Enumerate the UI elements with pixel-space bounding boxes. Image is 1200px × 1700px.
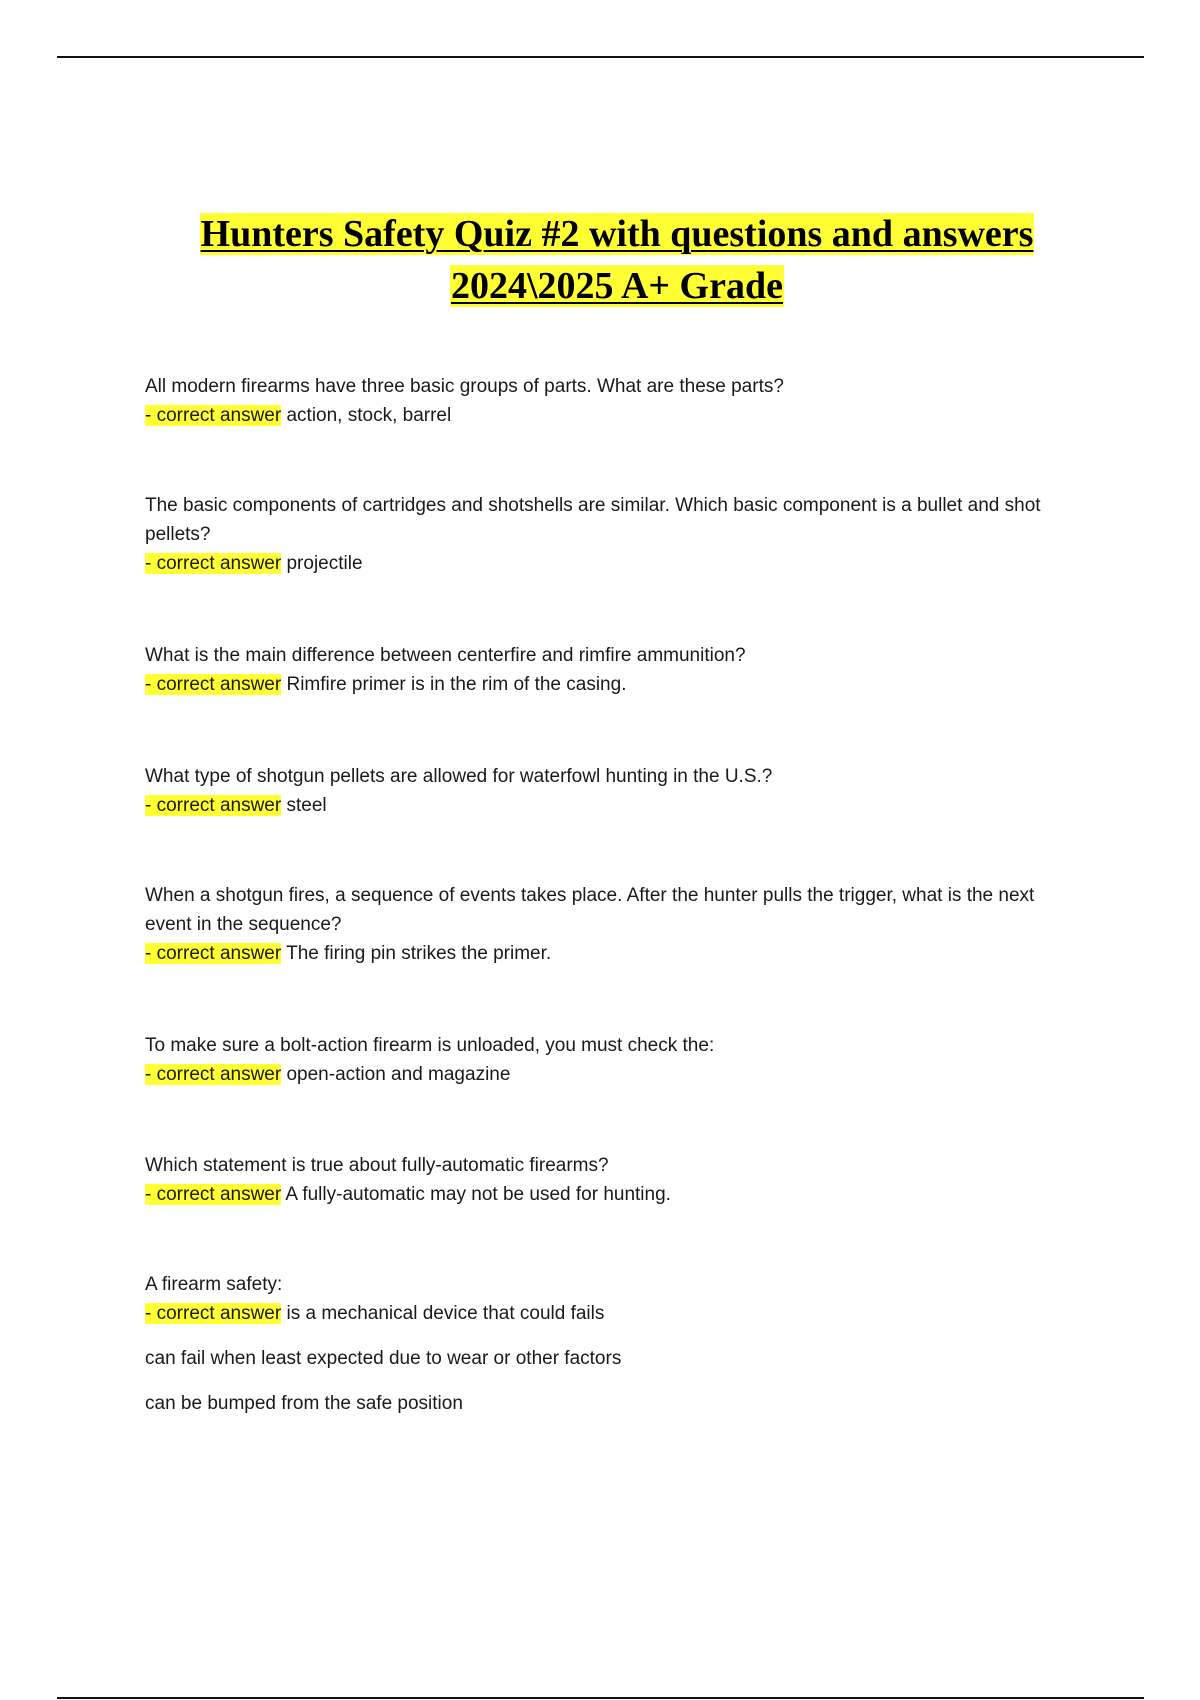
qa-item-2 xyxy=(145,491,1075,578)
answer-text-2: projectile xyxy=(281,553,363,574)
top-rule xyxy=(57,56,1144,58)
question-2: The basic components of cartridges and shotshells are similar. Which basic component is a bullet and shot pellets? xyxy=(145,495,1041,545)
answer-label: - correct answer xyxy=(145,795,282,816)
answer-7 xyxy=(145,1180,1075,1209)
qa-item-5 xyxy=(145,881,1075,968)
document-title xyxy=(60,208,1174,312)
answer-label: - correct answer xyxy=(145,1184,282,1205)
answer-text-4: steel xyxy=(281,795,327,816)
qa-item-7 xyxy=(145,1151,1075,1209)
answer-3 xyxy=(145,670,1075,699)
qa-item-4 xyxy=(145,762,1075,820)
answer-6 xyxy=(145,1060,1075,1089)
answer-text-7: A fully-automatic may not be used for hunting. xyxy=(281,1184,671,1205)
qa-item-6 xyxy=(145,1031,1075,1089)
answer-label: - correct answer xyxy=(145,1303,282,1324)
answer-4 xyxy=(145,791,1075,820)
question-4: What type of shotgun pellets are allowed for waterfowl hunting in the U.S.? xyxy=(145,766,773,787)
answer-label: - correct answer xyxy=(145,405,282,426)
question-7: Which statement is true about fully-automatic firearms? xyxy=(145,1155,609,1176)
answer-8-extra-1: can fail when least expected due to wear or other factors xyxy=(145,1348,622,1369)
answer-label: - correct answer xyxy=(145,553,282,574)
title-line-2: 2024\2025 A+ Grade xyxy=(451,265,783,307)
answer-2 xyxy=(145,549,1075,578)
qa-item-1 xyxy=(145,372,1075,430)
answer-label: - correct answer xyxy=(145,943,282,964)
bottom-rule xyxy=(57,1697,1144,1699)
answer-label: - correct answer xyxy=(145,674,282,695)
answer-1 xyxy=(145,401,1075,430)
answer-8 xyxy=(145,1299,1075,1328)
qa-item-8 xyxy=(145,1270,1075,1418)
answer-text-1: action, stock, barrel xyxy=(281,405,452,426)
question-3: What is the main difference between centerfire and rimfire ammunition? xyxy=(145,645,746,666)
answer-label: - correct answer xyxy=(145,1064,282,1085)
answer-text-5: The firing pin strikes the primer. xyxy=(281,943,552,964)
question-1: All modern firearms have three basic groups of parts. What are these parts? xyxy=(145,376,784,397)
question-6: To make sure a bolt-action firearm is unloaded, you must check the: xyxy=(145,1035,715,1056)
answer-5 xyxy=(145,939,1075,968)
answer-text-8: is a mechanical device that could fails xyxy=(281,1303,605,1324)
question-8: A firearm safety: xyxy=(145,1274,283,1295)
qa-item-3 xyxy=(145,641,1075,699)
answer-text-6: open-action and magazine xyxy=(281,1064,511,1085)
question-5: When a shotgun fires, a sequence of events takes place. After the hunter pulls the trigger, what is the next event in the sequence? xyxy=(145,885,1035,935)
answer-8-extra-2: can be bumped from the safe position xyxy=(145,1393,463,1414)
title-line-1: Hunters Safety Quiz #2 with questions and answers xyxy=(200,213,1034,255)
answer-text-3: Rimfire primer is in the rim of the casing. xyxy=(281,674,627,695)
